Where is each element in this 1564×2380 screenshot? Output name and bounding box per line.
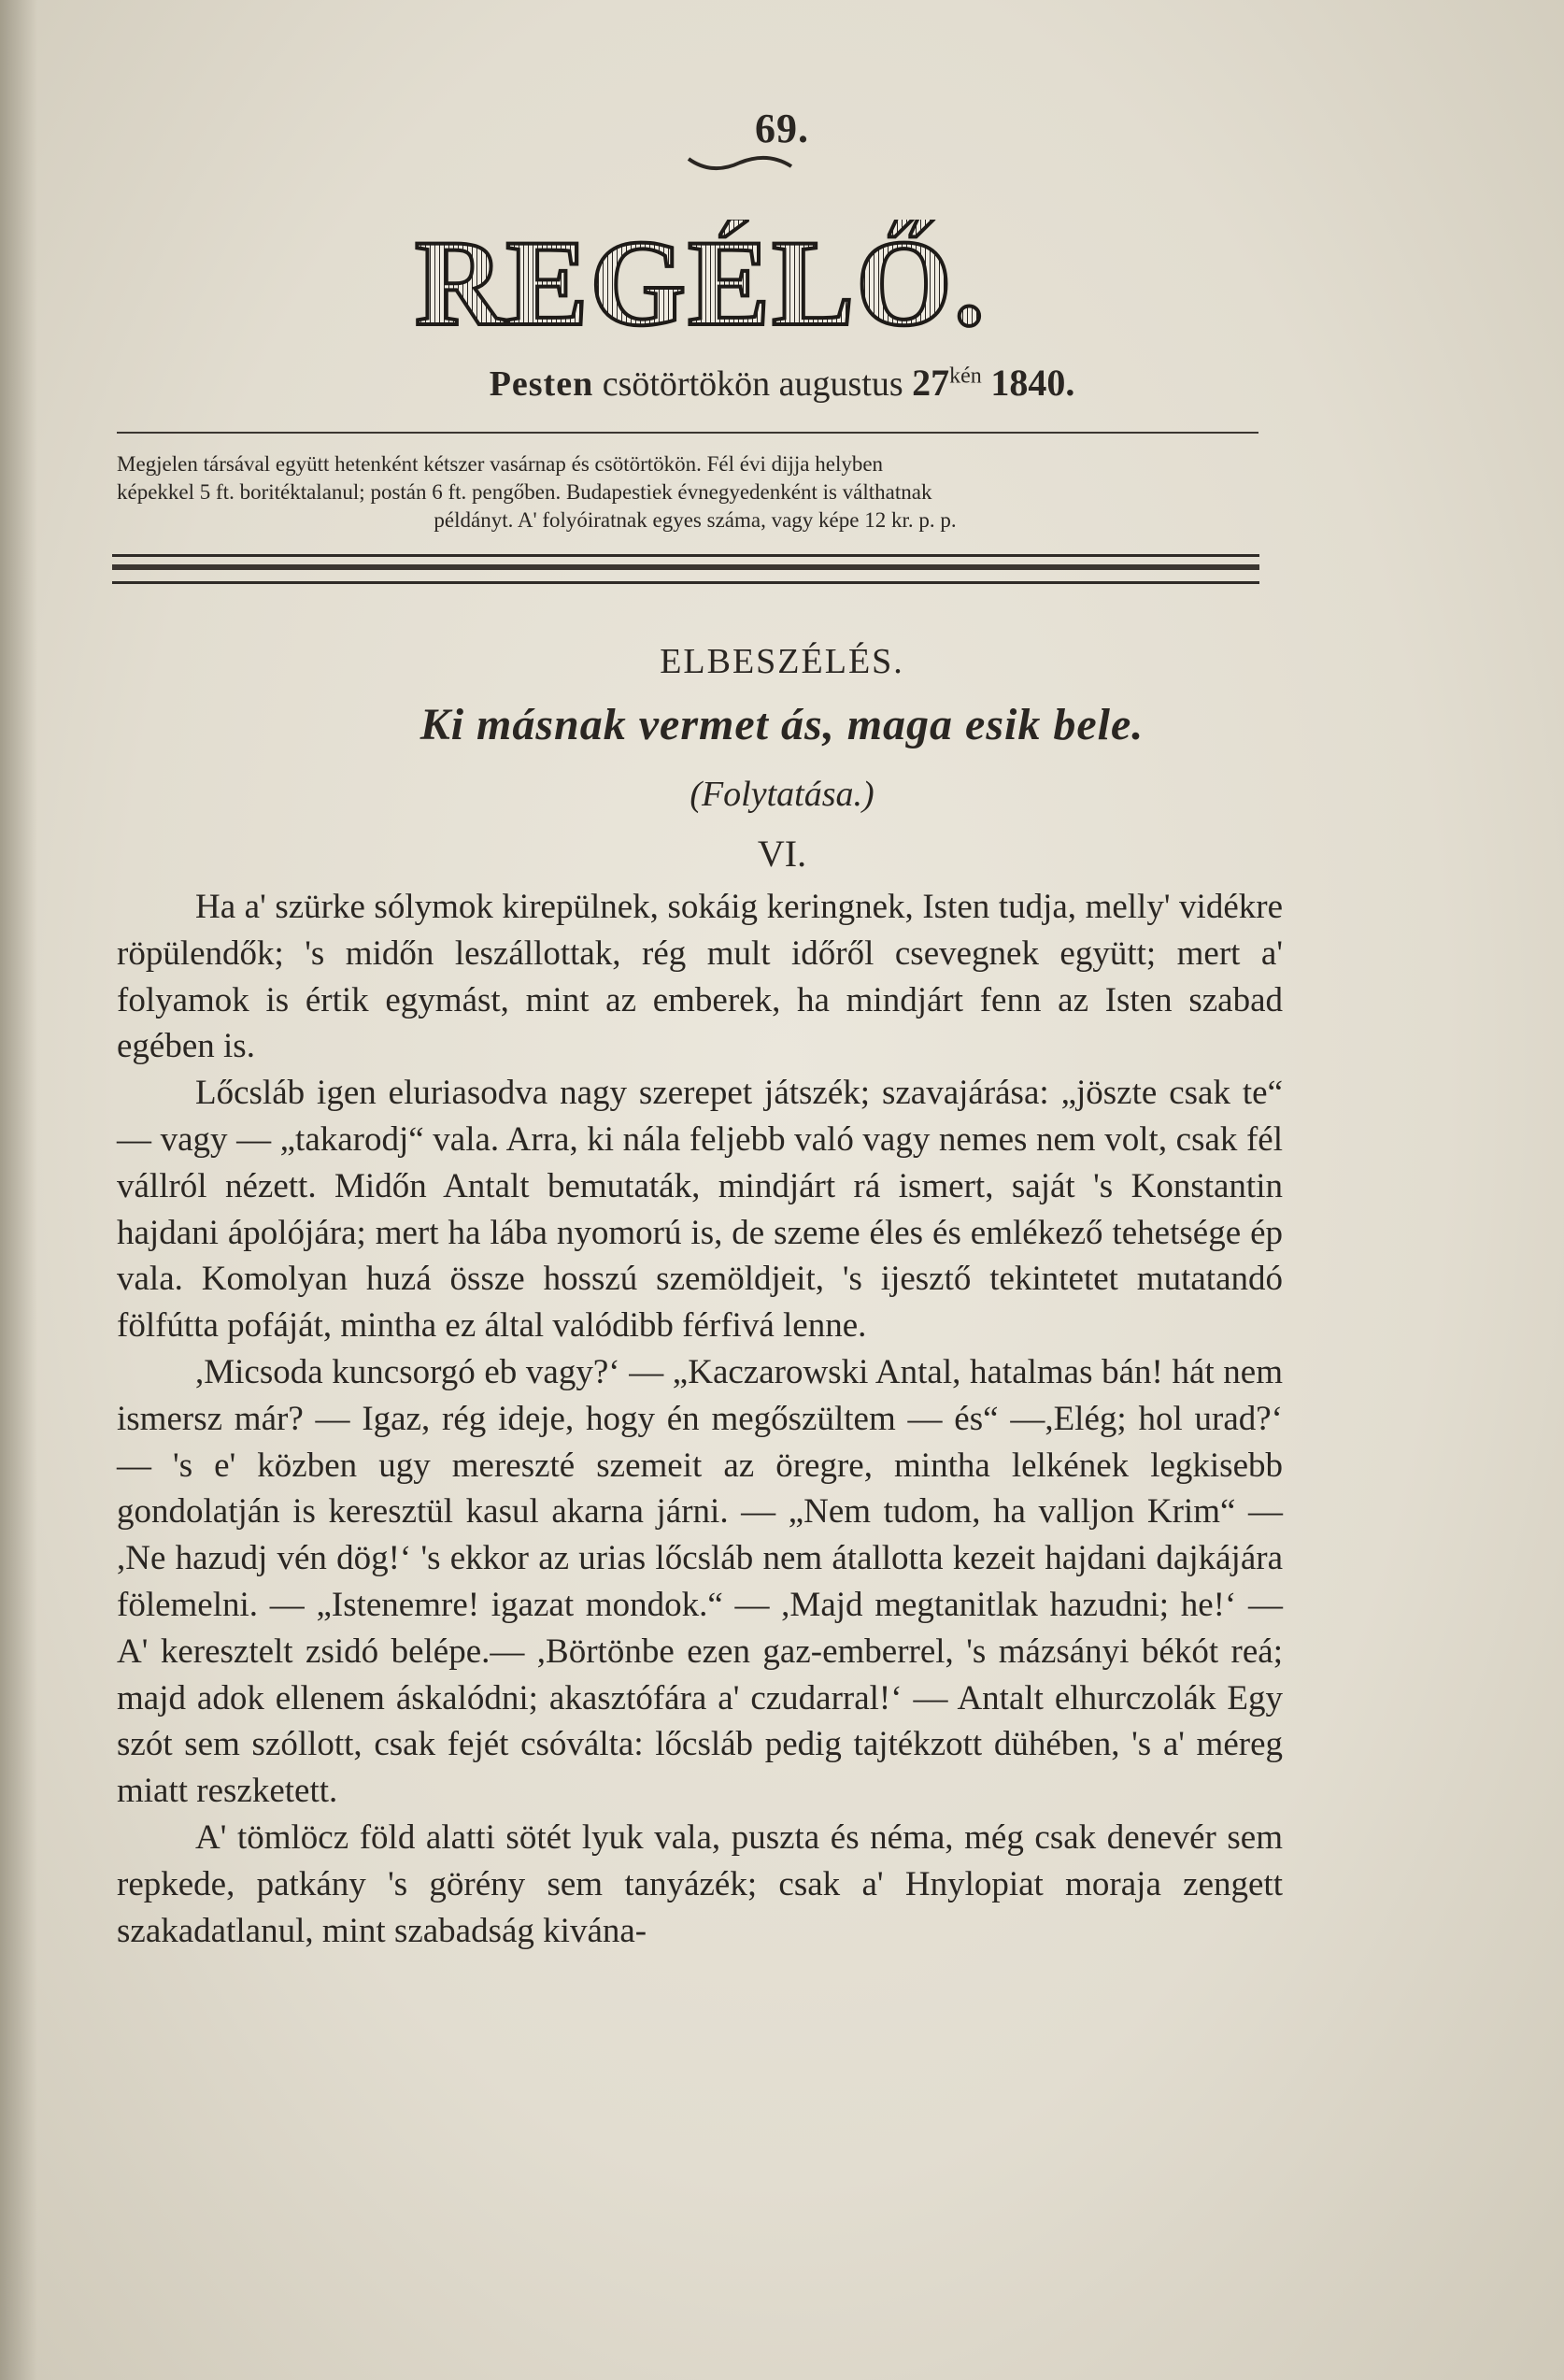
story-title: Ki másnak vermet ás, maga esik bele.	[419, 700, 1145, 749]
subscription-notice	[117, 450, 1273, 534]
masthead-text: REGÉLŐ.	[415, 220, 987, 341]
masthead-title	[336, 220, 1065, 341]
dateline-day-suffix: kén	[949, 363, 982, 389]
ornament-swash	[684, 150, 796, 178]
paragraph: ,Micsoda kuncsorgó eb vagy?‘ — „Kaczarowski Antal, hatalmas bán! hát nem ismersz már? — Igaz, rég ideje, hogy én megőszültem — és“ —,Elég; hol urad?‘ — 's e' közben ugy mereszté szemeit az öregre, mintha lelkének legkisebb gondolatján is keresztül kasul akarna járni. — „Nem tudom, ha valljon Krim“ — ,Ne hazudj vén dög!‘ 's ekkor az urias lőcsláb nem átallotta kezeit hajdani dajkájára fölemelni. — „Istenemre! igazat mondok.“ — ,Majd megtanitlak hazudni; he!‘ — A' keresztelt zsidó belépe.— ,Börtönbe ezen gaz-emberrel, 's mázsányi békót reá; majd adok ellenem áskalódni; akasztófára a' czudarral!‘ — Antalt elhurczolák Egy szót sem szóllott, csak fejét csóválta: lőcsláb pedig tajtékzott dühében, 's a' méreg miatt reszketett.	[117, 1352, 1283, 1811]
masthead-lettering	[336, 220, 1065, 341]
dateline-city: Pesten	[489, 364, 594, 404]
notice-line: Megjelen társával együtt hetenként kétszer vasárnap és csötörtökön. Fél évi dijja helyben	[117, 452, 884, 476]
paragraph: A' tömlöcz föld alatti sötét lyuk vala, puszta és néma, még csak denevér sem repkede, patkány 's görény sem tanyázék; csak a' Hnylopiat moraja zengett szakadatlanul, mint szabadság kivána-	[117, 1817, 1283, 1950]
chapter-number: VI.	[757, 833, 807, 875]
notice-line: képekkel 5 ft. boritéktalanul; postán 6 ft. pengőben. Budapestiek évnegyedenként is válthatnak	[117, 480, 932, 504]
dateline-year: 1840.	[990, 362, 1075, 404]
section-heading: ELBESZÉLÉS.	[660, 642, 904, 681]
binding-shadow	[0, 0, 37, 2380]
paragraph: Ha a' szürke sólymok kirepülnek, sokáig keringnek, Isten tudja, melly' vidékre röpülendők; 's midőn leszállottak, rég mult időről csevegnek együtt; mert a' folyamok is értik egymást, mint az emberek, ha mindjárt fenn az Isten szabad egében is.	[117, 888, 1283, 1066]
page-number: 69.	[755, 106, 809, 151]
article-body	[117, 884, 1283, 1954]
dateline-day: 27	[912, 362, 950, 404]
paragraph: Lőcsláb igen eluriasodva nagy szerepet játszék; szavajárása: „jöszte csak te“ — vagy — „takarodj“ vala. Arra, ki nála feljebb való vagy nemes nem volt, csak fél vállról nézett. Midőn Antalt bemutaták, mindjárt rá ismert, saját 's Konstantin hajdani ápolójára; mert ha lába nyomorú is, de szeme éles és emlékező tehetsége ép vala. Komolyan huzá össze hosszú szemöldjeit, 's ijesztő tekintetet mutatandó fölfútta pofáját, mintha ez által valódibb férfivá lenne.	[117, 1074, 1283, 1346]
dateline-weekday-month: csötörtökön augustus	[602, 364, 903, 404]
dateline	[0, 361, 1564, 405]
continuation-note: (Folytatása.)	[690, 775, 874, 814]
divider-double	[112, 554, 1259, 584]
divider-thin	[117, 432, 1258, 434]
notice-line: példányt. A' folyóiratnak egyes száma, vagy képe 12 kr. p. p.	[434, 508, 957, 532]
